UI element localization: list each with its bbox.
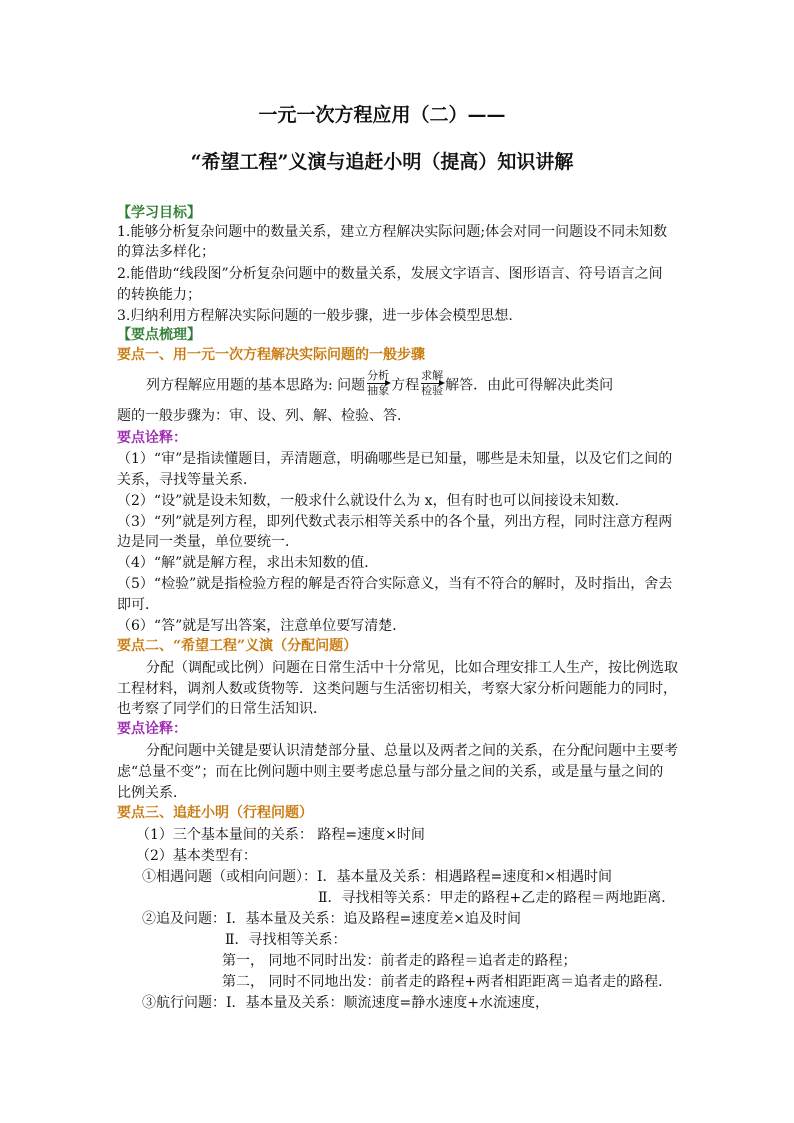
explain-3-line2: 边是同一类量，单位要统一．: [117, 534, 299, 550]
goal-2-line1: 2.能借助“线段图”分析复杂问题中的数量关系，发展文字语言、图形语言、符号语言之间: [117, 266, 663, 282]
explain-4: （4）“解”就是解方程，求出未知数的值．: [117, 555, 379, 571]
goal-3: 3.归纳利用方程解决实际问题的一般步骤，进一步体会模型思想.: [117, 308, 513, 324]
point3-chase-line2: Ⅱ．寻找相等关系：: [225, 932, 347, 948]
arrow-analyze: [367, 370, 389, 397]
doc-title-line1: 一元一次方程应用（二）——: [258, 104, 506, 126]
point3-line1: （1）三个基本量间的关系： 路程=速度×时间: [136, 827, 425, 843]
point2-explain-line1: 分配问题中关键是要认识清楚部分量、总量以及两者之间的关系，在分配问题中主要考: [146, 743, 678, 759]
explain-5-line1: （5）“检验”就是指检验方程的解是否符合实际意义，当有不符合的解时，及时指出，舍去: [117, 576, 673, 592]
goal-1-line1: 1.能够分析复杂问题中的数量关系，建立方程解决实际问题;体会对同一问题设不同未知数: [117, 224, 668, 240]
point2-explain-line3: 比例关系．: [117, 785, 187, 801]
explain-3-line1: （3）“列”就是列方程，即列代数式表示相等关系中的各个量，列出方程，同时注意方程两: [117, 514, 673, 530]
flow-text-mid: 方程: [391, 377, 420, 394]
point1-paragraph-line1: [146, 369, 614, 399]
point1-heading: 要点一、用一元一次方程解决实际问题的一般步骤: [117, 347, 425, 363]
point3-line2: （2）基本类型有：: [136, 848, 257, 864]
arrow-line: [367, 383, 389, 384]
key-points-heading: 【要点梳理】: [117, 327, 201, 343]
arrow-line: [421, 383, 443, 384]
point1-paragraph-line2: 题的一般步骤为：审、设、列、解、检验、答．: [117, 408, 411, 424]
explain-1-line1: （1）“审”是指读懂题目，弄清题意，明确哪些是已知量，哪些是未知量，以及它们之间的: [117, 451, 673, 467]
arrow-solve-top-label: 求解: [421, 369, 444, 382]
doc-title-line2: “希望工程”义演与追赶小明（提高）知识讲解: [190, 151, 574, 173]
arrow-solve: [421, 370, 443, 397]
explain-6: （6）“答”就是写出答案，注意单位要写清楚．: [117, 618, 407, 634]
arrow-solve-bottom-label: 检验: [421, 384, 444, 397]
arrow-analyze-top-label: 分析: [367, 369, 390, 382]
explain-5-line2: 即可．: [117, 597, 159, 613]
goal-2-line2: 的转换能力；: [117, 287, 201, 303]
point2-paragraph-line2: 工程材料，调剂人数或货物等．这类问题与生活密切相关，考察大家分析问题能力的同时，: [117, 681, 677, 697]
point2-heading: 要点二、“希望工程”义演（分配问题）: [117, 638, 358, 654]
explain-2: （2）“设”就是设未知数，一般求什么就设什么为 x，但有时也可以间接设未知数．: [117, 493, 629, 509]
point3-meeting-line2: Ⅱ．寻找相等关系：甲走的路程+乙走的路程＝两地距离．: [318, 890, 676, 906]
point2-paragraph-line3: 也考察了同学们的日常生活知识．: [117, 701, 327, 717]
point1-explain-heading: 要点诠释：: [117, 430, 187, 446]
point3-chase-line1: ②追及问题：Ⅰ．基本量及关系：追及路程=速度差×追及时间: [142, 911, 521, 927]
goal-1-line2: 的算法多样化；: [117, 244, 215, 260]
flow-text-start: 列方程解应用题的基本思路为: 问题: [146, 377, 366, 394]
point3-chase-case2: 第二， 同时不同地出发：前者走的路程+两者相距距离＝追者走的路程．: [222, 974, 673, 990]
point2-explain-line2: 虑“总量不变”；而在比例问题中则主要考虑总量与部分量之间的关系，或是量与量之间的: [117, 764, 664, 780]
arrow-analyze-bottom-label: 抽象: [367, 384, 390, 397]
point2-paragraph-line1: 分配（调配或比例）问题在日常生活中十分常见，比如合理安排工人生产，按比例选取: [146, 660, 678, 676]
explain-1-line2: 关系，寻找等量关系．: [117, 472, 257, 488]
point3-meeting-line1: ①相遇问题（或相向问题）：Ⅰ．基本量及关系：相遇路程=速度和×相遇时间: [142, 869, 612, 885]
point3-heading: 要点三、追赶小明（行程问题）: [117, 805, 313, 821]
point2-explain-heading: 要点诠释：: [117, 721, 187, 737]
point3-chase-case1: 第一， 同地不同时出发：前者走的路程＝追者走的路程；: [222, 953, 577, 969]
point3-sailing-line1: ③航行问题：Ⅰ．基本量及关系：顺流速度=静水速度+水流速度，: [142, 995, 549, 1011]
learning-goals-heading: 【学习目标】: [117, 205, 201, 221]
flow-text-end: 解答．由此可得解决此类问: [445, 377, 614, 394]
